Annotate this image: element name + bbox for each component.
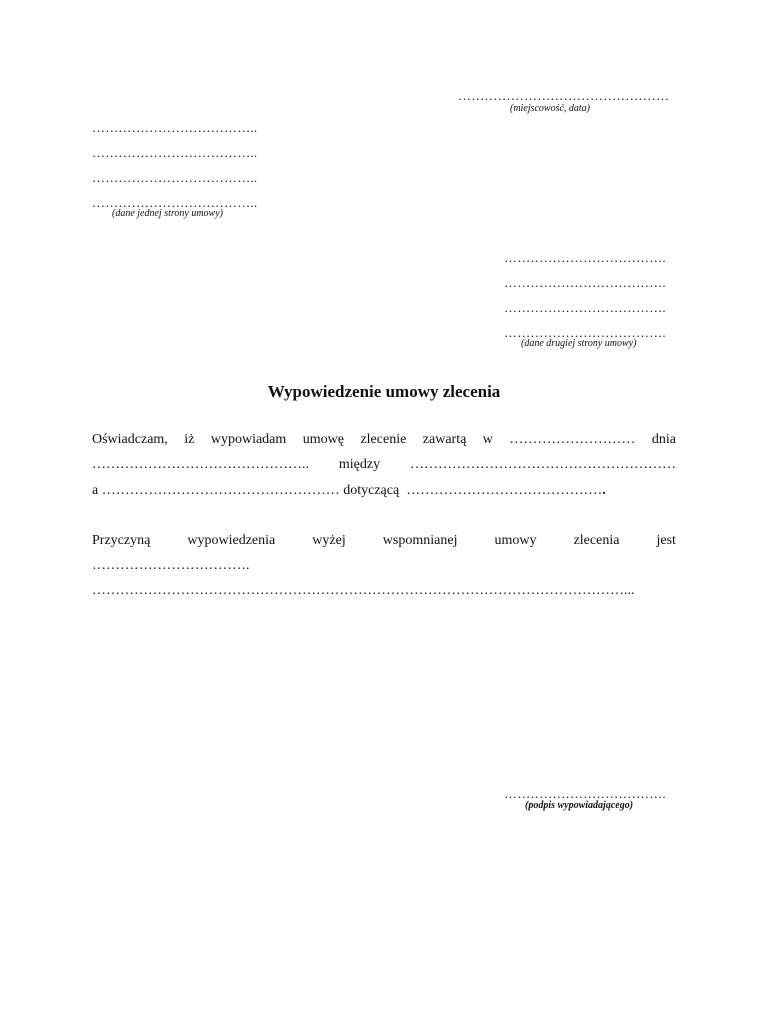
word: wspomnianej bbox=[382, 533, 458, 548]
paragraph-1-line-1 bbox=[92, 431, 676, 449]
party-two-line-2: ………………………………. bbox=[504, 275, 666, 290]
party-two-line-4: ………………………………. bbox=[504, 325, 666, 340]
contract-place-blank: ……………………… bbox=[509, 432, 636, 447]
word: między bbox=[338, 457, 381, 472]
word: Oświadczam, bbox=[92, 432, 168, 447]
word: umowę bbox=[302, 432, 344, 447]
word: dotyczącą bbox=[343, 483, 400, 498]
word: iż bbox=[184, 432, 195, 447]
word: w bbox=[482, 432, 493, 447]
word: wypowiedzenia bbox=[187, 533, 276, 548]
signature-line: ………………………………. bbox=[504, 786, 666, 801]
party-one-line-3: ……………………………….. bbox=[92, 170, 258, 185]
party-two-line-1: ………………………………. bbox=[504, 250, 666, 265]
party-blank: …………………………………………… bbox=[101, 483, 340, 498]
period: . bbox=[602, 483, 606, 498]
signature-caption: (podpis wypowiadającego) bbox=[525, 800, 634, 811]
document-title: Wypowiedzenie umowy zlecenia bbox=[267, 382, 501, 401]
word: a bbox=[92, 483, 99, 498]
word: jest bbox=[656, 533, 676, 548]
word: zlecenie bbox=[360, 432, 407, 447]
place-date-caption: (miejscowość, data) bbox=[510, 103, 590, 114]
word: zlecenia bbox=[573, 533, 620, 548]
party-one-line-4: ……………………………….. bbox=[92, 195, 258, 210]
paragraph-2-line-1 bbox=[92, 532, 676, 550]
reason-blank-line-2: ……………………………………………………………………………………………………... bbox=[92, 583, 635, 598]
paragraph-1-line-3 bbox=[92, 482, 676, 500]
party-one-caption: (dane jednej strony umowy) bbox=[112, 208, 223, 219]
word: dnia bbox=[651, 432, 676, 447]
paragraph-1-line-2 bbox=[92, 456, 676, 474]
party-one-line-1: ……………………………….. bbox=[92, 120, 258, 135]
reason-blank-line-1: ……………………………. bbox=[92, 558, 250, 573]
party-two-caption: (dane drugiej strony umowy) bbox=[521, 338, 637, 349]
word: wyżej bbox=[312, 533, 346, 548]
party-one-line-2: ……………………………….. bbox=[92, 145, 258, 160]
place-date-line: ………………………………………… bbox=[458, 88, 670, 103]
subject-blank: …………………………………… bbox=[406, 483, 603, 498]
word: umowy bbox=[494, 533, 537, 548]
party-two-line-3: ………………………………. bbox=[504, 300, 666, 315]
word: Przyczyną bbox=[92, 533, 151, 548]
word: zawartą bbox=[422, 432, 467, 447]
party-blank: ………………………………………………… bbox=[410, 457, 676, 472]
contract-date-blank: ……………………………………….. bbox=[92, 457, 309, 472]
word: wypowiadam bbox=[210, 432, 287, 447]
